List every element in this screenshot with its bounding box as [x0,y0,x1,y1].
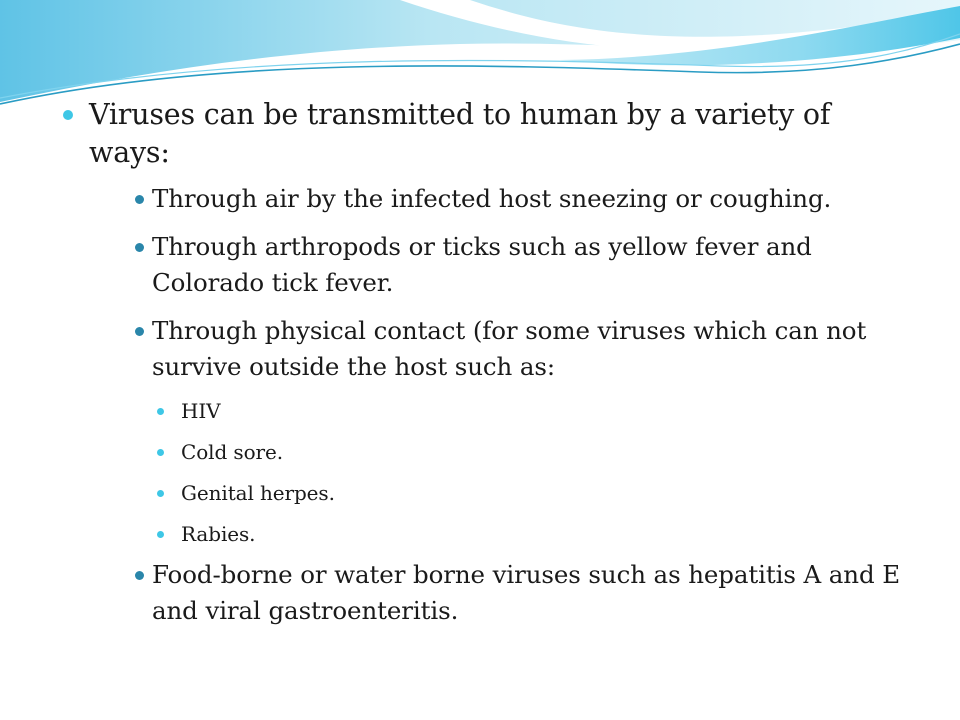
bullet-item-arthropods [116,229,912,301]
bullet-text: Food-borne or water borne viruses such as hepatitis A and E and viral gastroenteritis. [152,560,901,625]
bullet-item-transmission [62,96,912,629]
bullet-item-physical-contact [116,313,912,548]
bullet-item-food-water [116,557,912,629]
bullet-list-level2 [89,181,912,629]
bullet-item-air [116,181,912,217]
bullet-list-level1 [62,96,912,629]
bullet-item-genital-herpes [152,479,912,507]
bullet-item-cold-sore [152,438,912,466]
bullet-item-rabies [152,520,912,548]
bullet-list-level3 [152,397,912,548]
bullet-text: HIV [181,399,221,423]
bullet-item-hiv [152,397,912,425]
bullet-text: Rabies. [181,522,256,546]
wave-banner [0,0,960,110]
bullet-text: Viruses can be transmitted to human by a variety of ways: [89,98,831,169]
bullet-text: Genital herpes. [181,481,335,505]
bullet-text: Cold sore. [181,440,283,464]
slide-content [62,96,912,641]
bullet-text: Through physical contact (for some viruses which can not survive outside the host such as: [152,316,867,381]
bullet-text: Through air by the infected host sneezing or coughing. [152,184,832,213]
bullet-text: Through arthropods or ticks such as yellow fever and Colorado tick fever. [152,232,812,297]
